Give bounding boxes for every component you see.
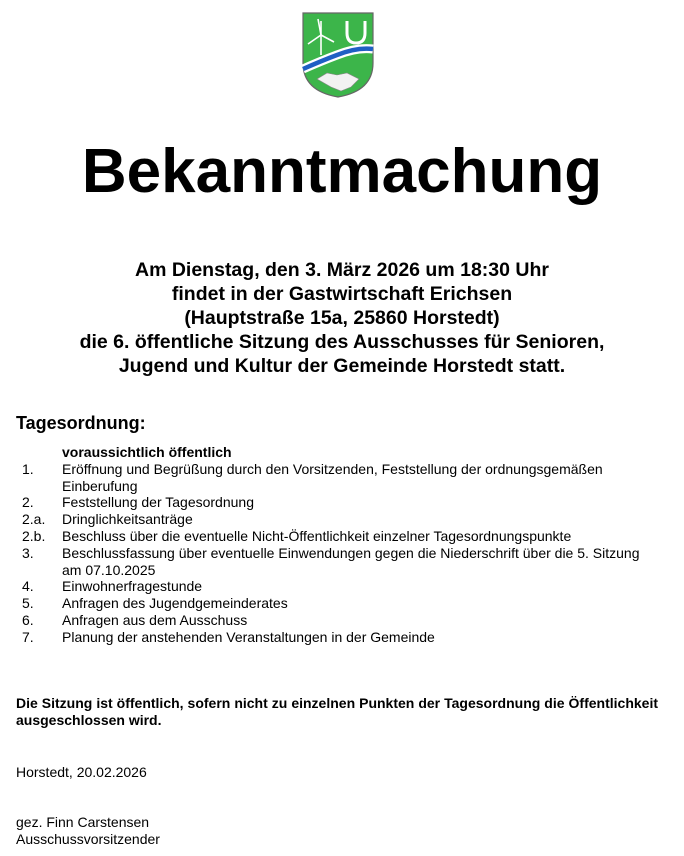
agenda-item (22, 494, 662, 511)
agenda-item (22, 511, 662, 528)
agenda-item (22, 578, 662, 595)
agenda-item-number: 6. (22, 611, 34, 628)
agenda-item (22, 461, 662, 495)
municipal-crest-logo (301, 11, 375, 99)
agenda-item-number: 2. (22, 494, 34, 511)
intro-line: findet in der Gastwirtschaft Erichsen (171, 283, 513, 305)
agenda-item-text: Eröffnung und Begrüßung durch den Vorsitzenden, Feststellung der ordnungsgemäßen Einberufung (62, 460, 603, 494)
place-date: Horstedt, 20.02.2026 (16, 764, 147, 780)
intro-line: Jugend und Kultur der Gemeinde Horstedt statt. (118, 355, 566, 377)
intro-line: Am Dienstag, den 3. März 2026 um 18:30 Uhr (135, 259, 549, 281)
agenda-item-text: Planung der anstehenden Veranstaltungen in der Gemeinde (62, 628, 435, 645)
agenda-item (22, 595, 662, 612)
agenda-heading: Tagesordnung: (16, 413, 146, 433)
agenda-item-number: 2.a. (22, 511, 46, 528)
page-title: Bekanntmachung (81, 137, 603, 206)
agenda-item-text: Beschluss über die eventuelle Nicht-Öffentlichkeit einzelner Tagesordnungspunkte (62, 527, 572, 544)
public-notice: Die Sitzung ist öffentlich, sofern nicht zu einzelnen Punkten der Tagesordnung die Öffentlichkeit ausgeschlossen wird. (16, 695, 658, 728)
agenda-item-text: Dringlichkeitsanträge (62, 511, 193, 528)
agenda-list (22, 444, 662, 646)
signature-name: gez. Finn Carstensen (16, 814, 150, 830)
agenda-item-text: Anfragen des Jugendgemeinderates (62, 595, 288, 612)
agenda-item-text: Anfragen aus dem Ausschuss (62, 611, 248, 628)
meeting-announcement (0, 258, 684, 378)
agenda-item-number: 2.b. (22, 527, 46, 544)
agenda-item-number: 1. (22, 460, 34, 477)
agenda-item-number: 5. (22, 595, 34, 612)
agenda-item (22, 629, 662, 646)
agenda-item (22, 528, 662, 545)
intro-line: (Hauptstraße 15a, 25860 Horstedt) (184, 307, 500, 329)
intro-line: die 6. öffentliche Sitzung des Ausschusses für Senioren, (79, 331, 605, 353)
agenda-section-label: voraussichtlich öffentlich (62, 444, 232, 460)
agenda-item-number: 3. (22, 544, 34, 561)
agenda-item-text: Feststellung der Tagesordnung (62, 494, 254, 511)
agenda-item-number: 4. (22, 578, 34, 595)
agenda-item-number: 7. (22, 628, 34, 645)
signature (16, 814, 160, 848)
agenda-item (22, 545, 662, 579)
agenda-item-text: Beschlussfassung über eventuelle Einwendungen gegen die Niederschrift über die 5. Sitzung am 07.10.2025 (62, 544, 640, 578)
agenda-item (22, 612, 662, 629)
signature-role: Ausschussvorsitzender (16, 831, 160, 847)
agenda-item-text: Einwohnerfragestunde (62, 578, 203, 595)
